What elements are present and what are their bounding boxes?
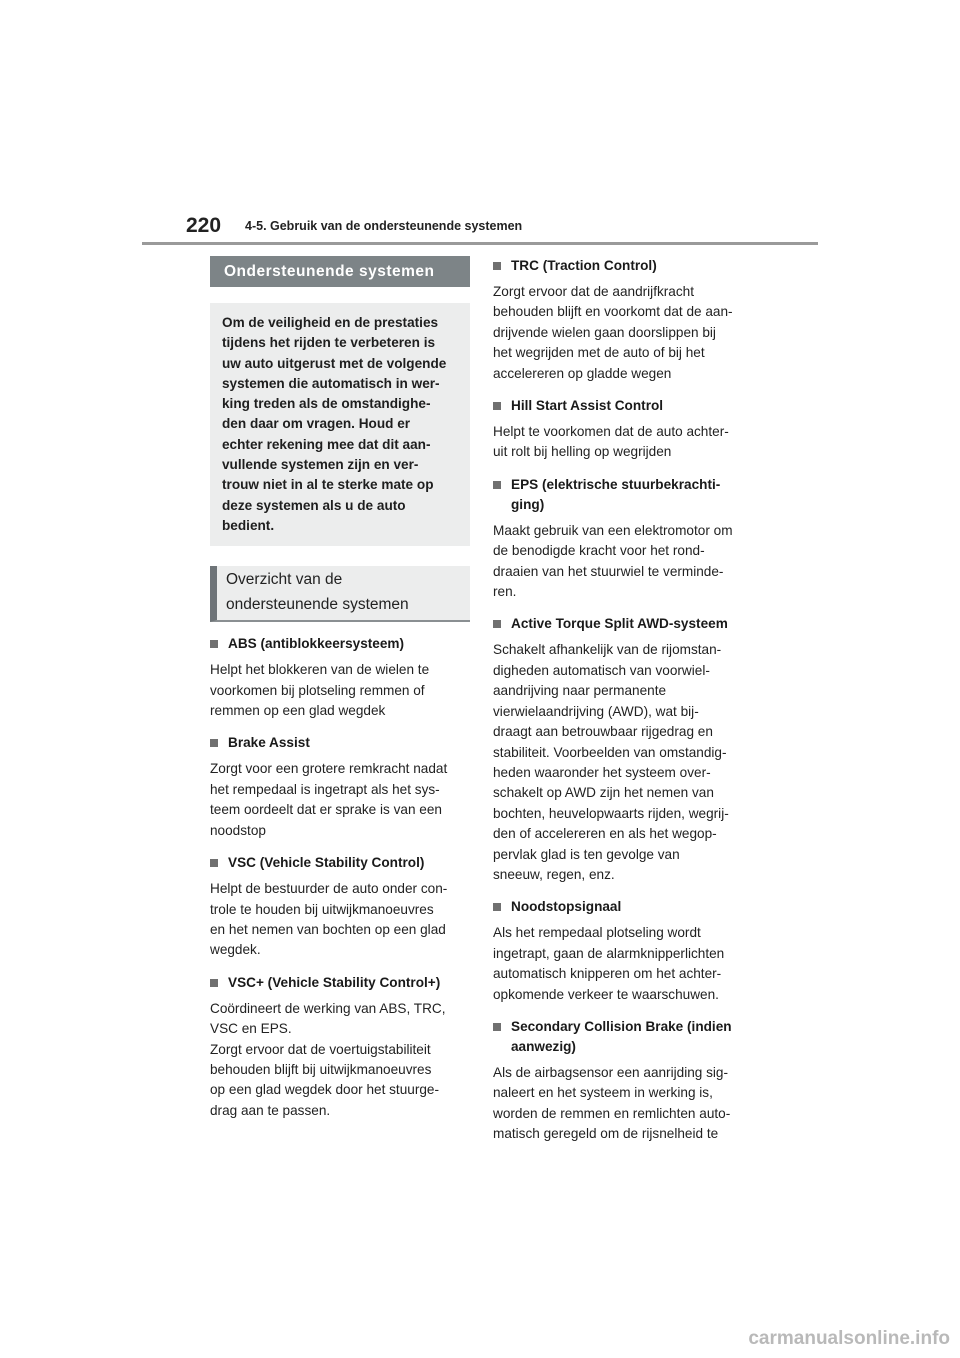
list-item	[210, 733, 470, 841]
running-header: 4-5. Gebruik van de ondersteunende systemen	[245, 219, 523, 233]
item-title: Hill Start Assist Control	[511, 398, 664, 414]
watermark: carmanualsonline.info	[748, 1328, 950, 1349]
item-body: Helpt het blokkeren van de wielen te voorkomen bij plotseling remmen of remmen op een glad wegdek	[210, 662, 430, 719]
list-item	[210, 853, 470, 961]
item-body: Helpt de bestuurder de auto onder con- trole te houden bij uitwijkmanoeuvres en het nemen van bochten op een glad wegdek.	[210, 881, 448, 958]
item-body: Als het rempedaal plotseling wordt ingetrapt, gaan de alarmknipperlichten automatisch knipperen om het achter- opkomende verkeer te waarschuwen.	[493, 925, 725, 1002]
square-bullet-icon	[493, 402, 501, 410]
list-item	[210, 634, 470, 721]
list-item	[493, 897, 753, 1005]
square-bullet-icon	[210, 640, 218, 648]
square-bullet-icon	[210, 739, 218, 747]
list-item	[493, 256, 753, 384]
square-bullet-icon	[493, 481, 501, 489]
item-body: Coördineert de werking van ABS, TRC, VSC en EPS. Zorgt ervoor dat de voertuigstabiliteit behouden blijft bij uitwijkmanoeuvres op een glad wegdek door het stuurge- drag aan te passen.	[210, 1000, 446, 1118]
section-title: Ondersteunende systemen	[210, 256, 470, 287]
list-item	[493, 614, 753, 885]
square-bullet-icon	[493, 1023, 501, 1031]
item-title: Active Torque Split AWD-systeem	[511, 616, 728, 632]
item-title: Brake Assist	[228, 735, 310, 751]
item-title: VSC (Vehicle Stability Control)	[228, 855, 425, 871]
square-bullet-icon	[210, 859, 218, 867]
list-item	[493, 1017, 753, 1145]
intro-box	[210, 303, 470, 546]
header-rule	[142, 242, 818, 245]
item-title: EPS (elektrische stuurbekrachti- ging)	[511, 476, 721, 512]
square-bullet-icon	[493, 262, 501, 270]
right-column	[493, 256, 753, 1145]
item-body: Zorgt voor een grotere remkracht nadat het rempedaal is ingetrapt als het sys- teem oordeelt dat er sprake is van een noodstop	[210, 761, 448, 838]
item-title: TRC (Traction Control)	[511, 258, 657, 273]
item-title: Noodstopsignaal	[511, 899, 622, 915]
list-item	[493, 475, 753, 603]
item-body: Maakt gebruik van een elektromotor om de benodigde kracht voor het rond- draaien van het stuurwiel te verminde- ren.	[493, 522, 733, 600]
item-title: Secondary Collision Brake (indien aanwezig)	[511, 1018, 732, 1054]
item-body: Zorgt ervoor dat de aandrijfkracht behouden blijft en voorkomt dat de aan- drijvende wielen gaan doorslippen bij het wegrijden met de auto of bij het accelereren op gladde wegen	[493, 284, 733, 381]
left-column	[210, 256, 470, 1121]
item-body: Als de airbagsensor een aanrijding sig- naleert en het systeem in werking is, worden de remmen en remlichten auto- matisch geregeld om de rijsnelheid te	[493, 1064, 731, 1142]
subsection-title: Overzicht van de ondersteunende systemen	[210, 566, 470, 622]
list-item	[210, 973, 470, 1121]
list-item	[493, 396, 753, 463]
page-number: 220	[186, 214, 222, 237]
square-bullet-icon	[210, 979, 218, 987]
square-bullet-icon	[493, 903, 501, 911]
intro-text: Om de veiligheid en de prestaties tijdens het rijden te verbeteren is uw auto uitgerust met de volgende systemen die automatisch in wer- king treden als de omstandighe- den daar om vragen. Houd er echter rekening mee dat dit aan- vullende systemen zijn en ver- trouw niet in al te sterke mate op deze systemen als u de auto bedient.	[222, 315, 447, 533]
item-body: Helpt te voorkomen dat de auto achter- uit rolt bij helling op wegrijden	[493, 424, 729, 460]
item-title: VSC+ (Vehicle Stability Control+)	[228, 974, 441, 990]
item-body: Schakelt afhankelijk van de rijomstan- digheden automatisch van voorwiel- aandrijving naar permanente vierwielaandrijving (AWD), wat bij- draagt aan betrouwbaar rijgedrag en stabiliteit. Voorbeelden van omstandig- heden waaronder het systeem over- schakelt op AWD zijn het nemen van bochten, heuvelopwaarts rijden, wegrij- den of accelereren en als het wegop- pervlak glad is ten gevolge van sneeuw, regen, enz.	[493, 642, 729, 882]
square-bullet-icon	[493, 620, 501, 628]
item-title: ABS (antiblokkeersysteem)	[228, 636, 405, 652]
